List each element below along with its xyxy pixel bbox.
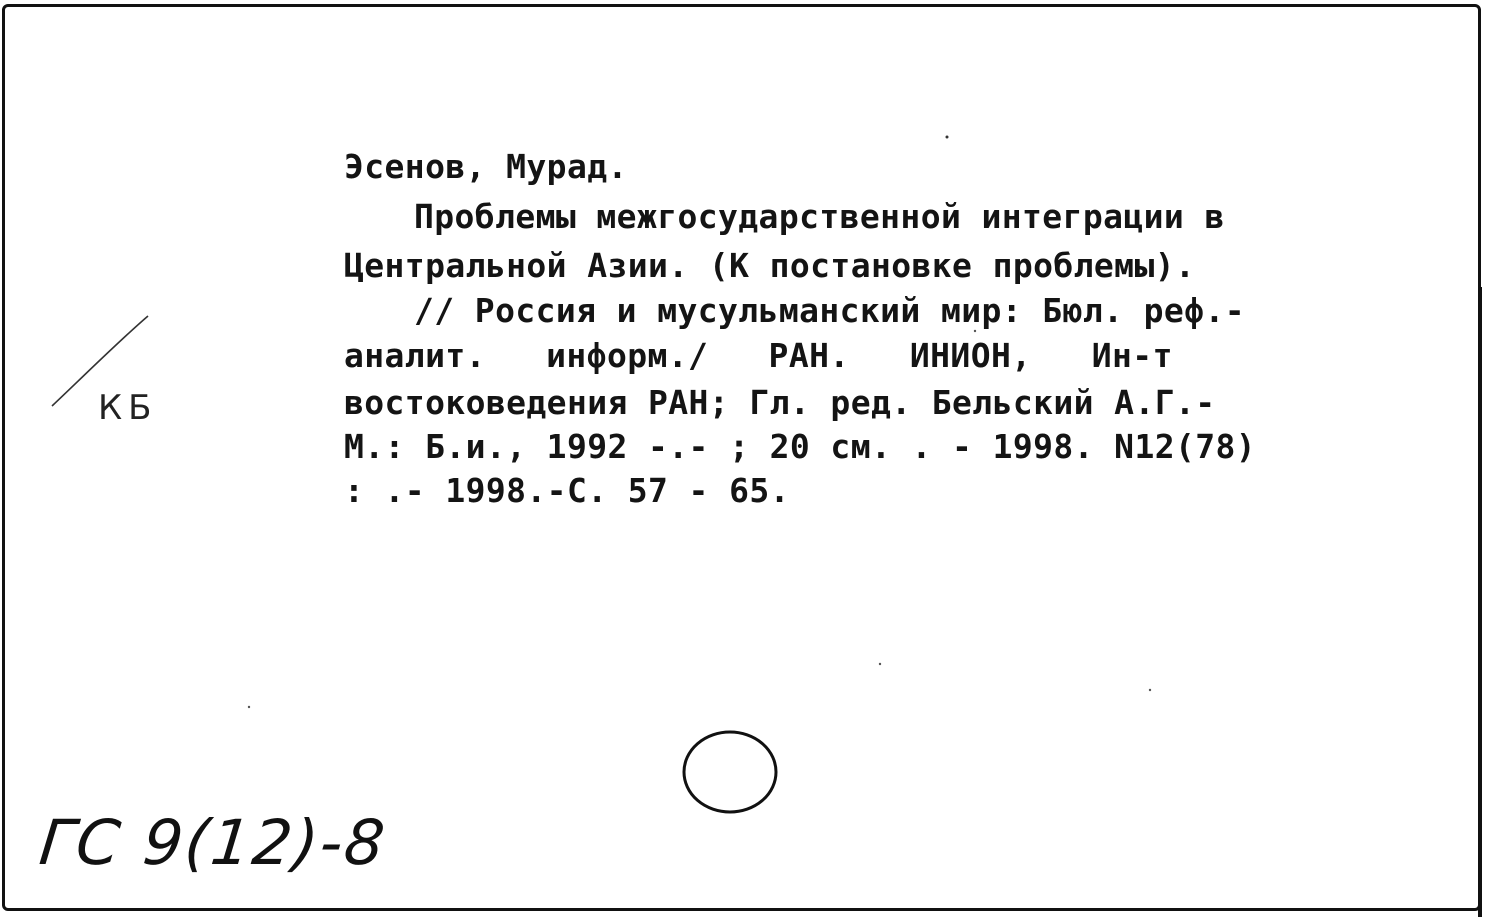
shelfmark: ГС 9(12)-8 (36, 806, 390, 879)
source-line-2: аналит. информ./ РАН. ИНИОН, Ин-т (344, 336, 1173, 375)
marginal-note: КБ (98, 388, 158, 428)
title-line-2: Центральной Азии. (К постановке проблемы). (344, 246, 1196, 285)
author-line: Эсенов, Мурад. (344, 147, 628, 186)
title-line-1 (414, 194, 1398, 240)
source-line-5: : .- 1998.-С. 57 - 65. (344, 471, 790, 510)
source-line-4: М.: Б.и., 1992 -.- ; 20 см. . - 1998. N12(78) (344, 427, 1257, 466)
source-line-1: // Россия и мусульманский мир: Бюл. реф.- (414, 291, 1245, 330)
source-line-3: востоковедения РАН; Гл. ред. Бельский А.Г.- (344, 383, 1216, 422)
title-line-1-text: Проблемы межгосударственной интеграции в (414, 197, 1225, 236)
